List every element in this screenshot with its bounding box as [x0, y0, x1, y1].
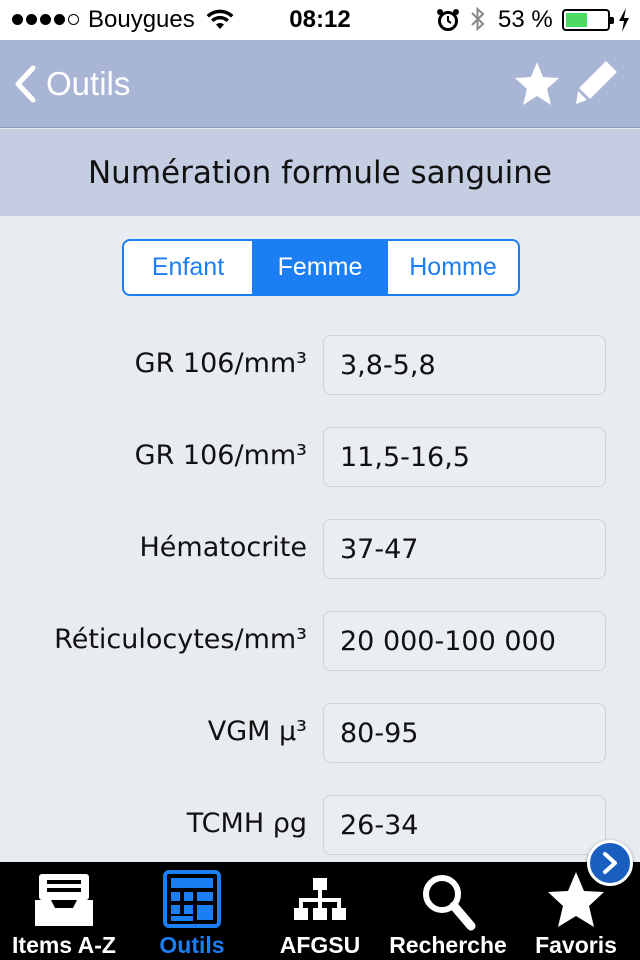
tab-label: Recherche [389, 932, 507, 958]
segment-enfant[interactable]: Enfant [124, 241, 254, 294]
chevron-left-icon [14, 65, 36, 103]
row-label: Hématocrite [139, 532, 307, 563]
battery-icon [562, 9, 610, 31]
row-value-field[interactable]: 80-95 [323, 703, 606, 763]
pencil-icon [574, 58, 620, 108]
status-bar [0, 0, 640, 40]
row-label: GR 106/mm³ [134, 348, 307, 379]
navigation-bar [0, 40, 640, 128]
back-button[interactable] [14, 60, 130, 108]
search-icon [417, 870, 479, 932]
tab-bar [0, 862, 640, 960]
status-time: 08:12 [289, 6, 351, 33]
edit-button[interactable] [574, 58, 620, 113]
segment-homme[interactable]: Homme [409, 253, 497, 281]
tab-label: Favoris [535, 932, 617, 958]
carrier-name: Bouygues [88, 6, 195, 33]
tab-label: Outils [159, 932, 225, 958]
row-value-field[interactable]: 20 000-100 000 [323, 611, 606, 671]
inbox-icon [33, 870, 95, 928]
bluetooth-icon [470, 6, 486, 39]
alarm-icon [436, 8, 460, 39]
battery-percent: 53 % [498, 6, 553, 33]
segment-femme[interactable]: Femme [254, 241, 388, 294]
tab-items-a-z[interactable] [0, 862, 128, 960]
star-icon [512, 60, 562, 108]
tab-label: AFGSU [279, 932, 361, 958]
row-label: Réticulocytes/mm³ [54, 624, 307, 655]
calculator-icon [161, 870, 223, 928]
title-band [0, 129, 640, 216]
row-value-field[interactable]: 37-47 [323, 519, 606, 579]
row-value-field[interactable]: 26-34 [323, 795, 606, 855]
chevron-right-icon [600, 851, 620, 875]
tab-outils[interactable] [128, 862, 256, 960]
row-value-field[interactable]: 11,5-16,5 [323, 427, 606, 487]
tab-afgsu[interactable] [256, 862, 384, 960]
favorite-button[interactable] [512, 60, 562, 113]
row-label: TCMH ρg [186, 808, 307, 839]
hierarchy-icon [289, 870, 351, 928]
row-label: VGM µ³ [207, 716, 307, 747]
gender-segmented-control [122, 239, 520, 296]
row-value-field[interactable]: 3,8-5,8 [323, 335, 606, 395]
row-label: GR 106/mm³ [134, 440, 307, 471]
page-title: Numération formule sanguine [87, 154, 552, 191]
tab-label: Items A-Z [12, 932, 116, 958]
scroll-next-button[interactable] [587, 840, 633, 886]
charging-icon [618, 8, 630, 39]
back-button-label: Outils [46, 65, 131, 102]
tab-recherche[interactable] [384, 862, 512, 960]
